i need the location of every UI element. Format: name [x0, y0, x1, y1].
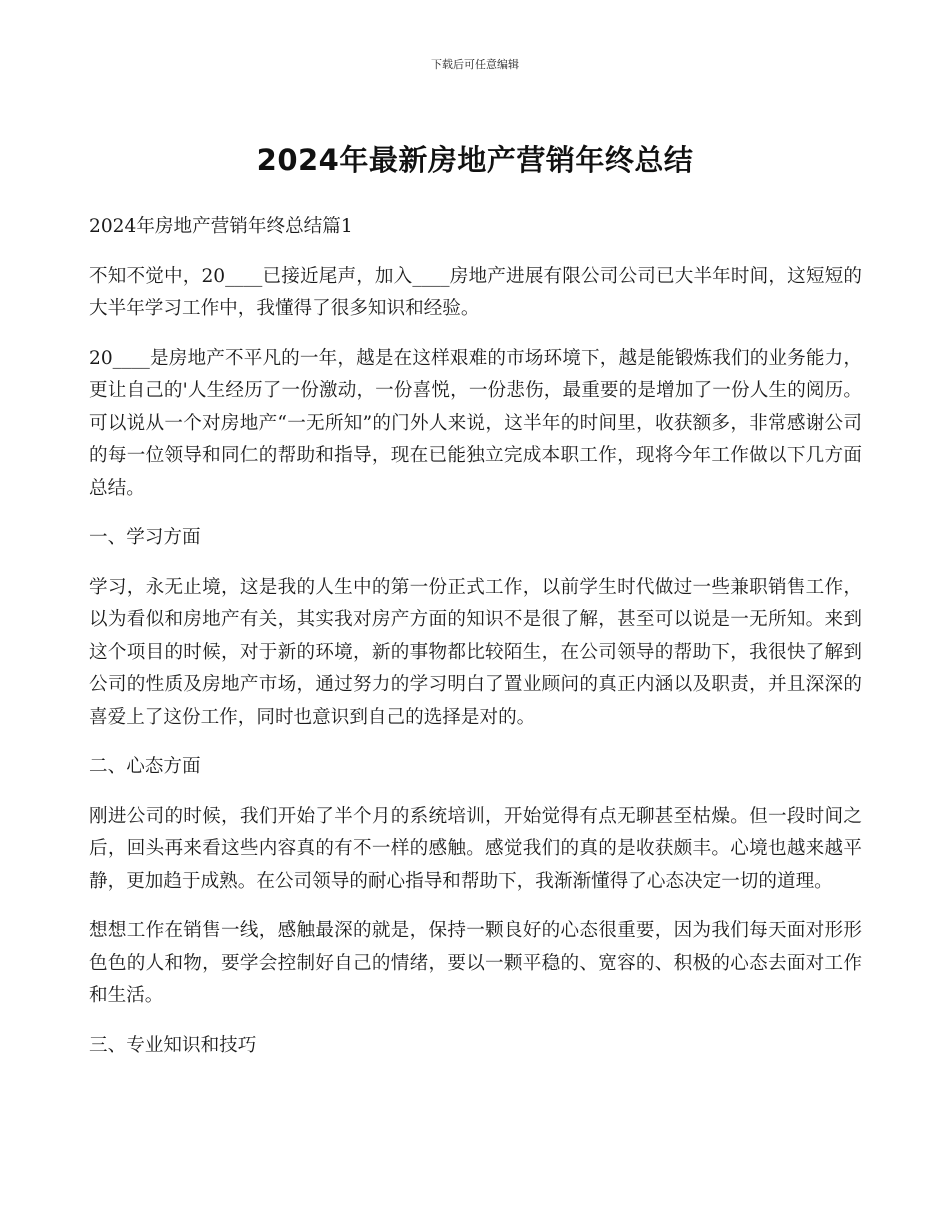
header-note: 下载后可任意编辑 [431, 58, 519, 71]
heading-study: 一、学习方面 [89, 527, 201, 548]
section-subtitle: 2024年房地产营销年终总结篇1 [89, 216, 353, 237]
heading-mindset: 二、心态方面 [89, 756, 201, 777]
paragraph-year-review: 20____是房地产不平凡的一年，越是在这样艰难的市场环境下，越是能锻炼我们的业务能力，更让自己的'人生经历了一份激动，一份喜悦，一份悲伤，最重要的是增加了一份人生的阅历。可以说从一个对房地产“一无所知”的门外人来说，这半年的时间里，收获额多，非常感谢公司的每一位领导和同仁的帮助和指导，现在已能独立完成本职工作，现将今年工作做以下几方面总结。 [89, 347, 862, 499]
document-title: 2024年最新房地产营销年终总结 [256, 143, 694, 177]
paragraph-mindset-1: 刚进公司的时候，我们开始了半个月的系统培训，开始觉得有点无聊甚至枯燥。但一段时间之后，回头再来看这些内容真的有不一样的感触。感觉我们的真的是收获颇丰。心境也越来越平静，更加趋于成熟。在公司领导的耐心指导和帮助下，我渐渐懂得了心态决定一切的道理。 [89, 805, 862, 892]
document-body [89, 211, 862, 1079]
paragraph-intro: 不知不觉中，20____已接近尾声，加入____房地产进展有限公司公司已大半年时间，这短短的大半年学习工作中，我懂得了很多知识和经验。 [89, 265, 862, 319]
heading-skills: 三、专业知识和技巧 [89, 1034, 257, 1056]
paragraph-study: 学习，永无止境，这是我的人生中的第一份正式工作，以前学生时代做过一些兼职销售工作，以为看似和房地产有关，其实我对房产方面的知识不是很了解，甚至可以说是一无所知。来到这个项目的时候，对于新的环境，新的事物都比较陌生，在公司领导的帮助下，我很快了解到公司的性质及房地产市场，通过努力的学习明白了置业顾问的真正内涵以及职责，并且深深的喜爱上了这份工作，同时也意识到自己的选择是对的。 [89, 576, 862, 728]
paragraph-mindset-2: 想想工作在销售一线，感触最深的就是，保持一颗良好的心态很重要，因为我们每天面对形形色色的人和物，要学会控制好自己的情绪，要以一颗平稳的、宽容的、积极的心态去面对工作和生活。 [89, 920, 862, 1006]
